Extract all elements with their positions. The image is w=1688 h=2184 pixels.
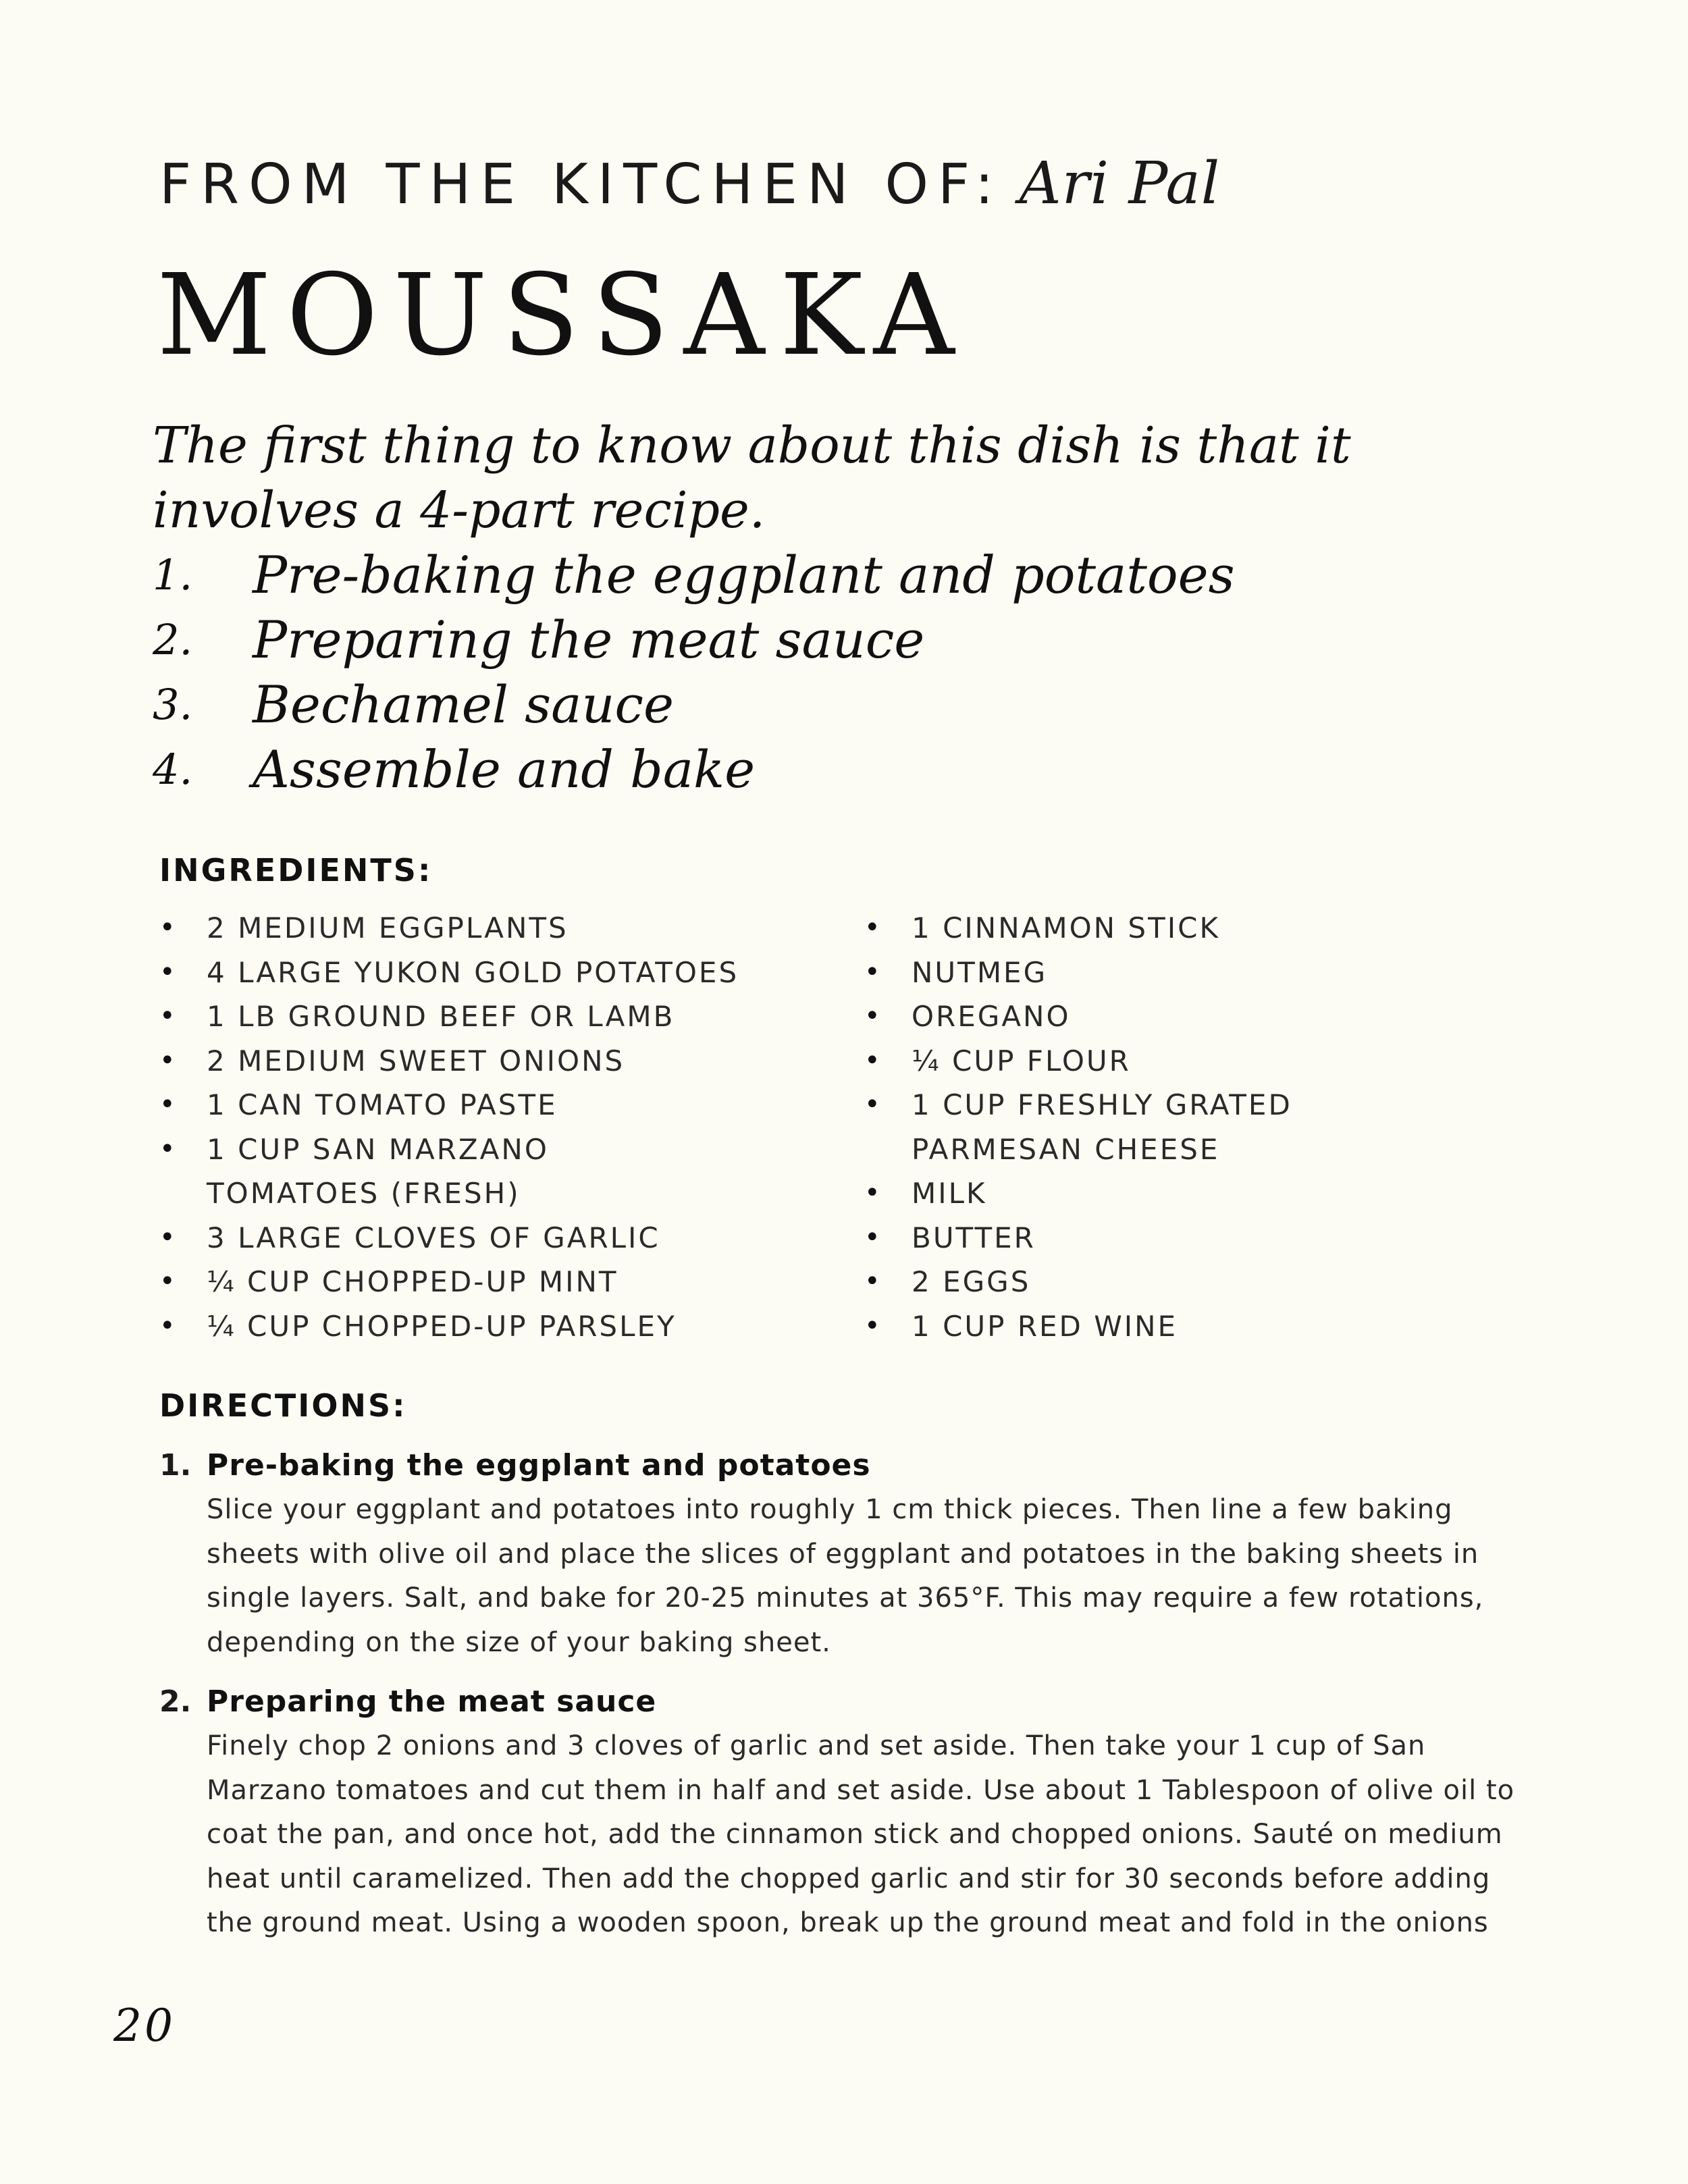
direction-step-title: Pre-baking the eggplant and potatoes: [207, 1448, 871, 1483]
ingredient-text: 2 EGGS: [912, 1265, 1031, 1298]
ingredient-text: OREGANO: [912, 1000, 1071, 1033]
ingredient-item: [864, 1171, 1539, 1216]
bullet-icon: •: [159, 956, 178, 988]
bullet-icon: •: [159, 1133, 178, 1165]
direction-step-text: Slice your eggplant and potatoes into roughly 1 cm thick pieces. Then line a few baking sheets with olive oil and place the slices of eggplant and potatoes in the baking sheets in single layers. Salt, and bake for 20-25 minutes at 365°F. This may require a few rotations, depending on the size of your baking sheet.: [207, 1494, 1484, 1658]
ingredient-item: [159, 1216, 835, 1260]
ingredient-text: ¼ CUP CHOPPED-UP MINT: [207, 1265, 618, 1298]
ingredient-text: 3 LARGE CLOVES OF GARLIC: [207, 1221, 660, 1254]
intro-step-number: 1.: [153, 550, 193, 600]
bullet-icon: •: [159, 1044, 178, 1076]
ingredient-item: [864, 951, 1539, 995]
ingredient-text: 1 CUP FRESHLY GRATED PARMESAN CHEESE: [912, 1088, 1292, 1166]
intro-step: [153, 737, 1571, 802]
bullet-icon: •: [864, 956, 882, 988]
ingredient-item: [159, 1260, 835, 1304]
ingredient-item: [159, 1127, 835, 1216]
ingredient-text: MILK: [912, 1177, 987, 1210]
ingredient-text: 1 LB GROUND BEEF OR LAMB: [207, 1000, 675, 1033]
kitchen-header: [159, 150, 1220, 217]
direction-step-title: Preparing the meat sauce: [207, 1684, 657, 1719]
recipe-intro: [153, 413, 1571, 802]
intro-text: The first thing to know about this dish is that it involves a 4-part recipe.: [153, 417, 1351, 539]
direction-step: [159, 1680, 1537, 1946]
intro-step-text: Preparing the meat sauce: [253, 610, 925, 670]
direction-step-body: [207, 1680, 1537, 1946]
bullet-icon: •: [159, 1001, 178, 1032]
intro-step-list: [153, 543, 1571, 802]
ingredient-item: [159, 951, 835, 995]
ingredient-item: [864, 1083, 1539, 1171]
intro-step: [153, 543, 1571, 608]
ingredient-item: [864, 994, 1539, 1039]
ingredient-text: 2 MEDIUM EGGPLANTS: [207, 911, 569, 944]
directions-heading: DIRECTIONS:: [159, 1387, 407, 1424]
ingredient-text: 1 CUP SAN MARZANO TOMATOES (FRESH): [207, 1132, 549, 1210]
ingredient-item: [159, 1304, 835, 1349]
kitchen-label: FROM THE KITCHEN OF:: [159, 153, 1003, 217]
bullet-icon: •: [864, 1177, 882, 1208]
intro-step: [153, 608, 1571, 672]
bullet-icon: •: [864, 1221, 882, 1253]
intro-step-text: Pre-baking the eggplant and potatoes: [253, 545, 1235, 605]
bullet-icon: •: [159, 912, 178, 943]
direction-step-number: 2.: [159, 1684, 192, 1719]
bullet-icon: •: [864, 1089, 882, 1120]
intro-step-text: Bechamel sauce: [253, 674, 674, 735]
direction-step: [159, 1443, 1537, 1665]
ingredient-text: 4 LARGE YUKON GOLD POTATOES: [207, 955, 739, 989]
ingredient-text: BUTTER: [912, 1221, 1036, 1254]
page-number: 20: [113, 2000, 176, 2052]
ingredient-item: [159, 1083, 835, 1127]
bullet-icon: •: [159, 1310, 178, 1341]
ingredient-text: 1 CUP RED WINE: [912, 1309, 1178, 1343]
ingredient-item: [864, 1216, 1539, 1260]
bullet-icon: •: [159, 1089, 178, 1120]
ingredient-item: [864, 1260, 1539, 1304]
intro-step-number: 3.: [153, 680, 193, 729]
ingredient-text: ¼ CUP FLOUR: [912, 1044, 1131, 1077]
direction-step-text: Finely chop 2 onions and 3 cloves of garlic and set aside. Then take your 1 cup of San Marzano tomatoes and cut them in half and set aside. Use about 1 Tablespoon of olive oil to coat the pan, and once hot, add the cinnamon stick and chopped onions. Sauté on medium heat until caramelized. Then add the chopped garlic and stir for 30 seconds before adding the ground meat. Using a wooden spoon, break up the ground meat and fold in the onions: [207, 1730, 1515, 1938]
directions-list: [159, 1443, 1537, 1961]
bullet-icon: •: [864, 1001, 882, 1032]
intro-step: [153, 672, 1571, 737]
ingredient-text: 2 MEDIUM SWEET ONIONS: [207, 1044, 625, 1077]
ingredient-text: NUTMEG: [912, 955, 1048, 989]
intro-step-text: Assemble and bake: [253, 739, 756, 799]
ingredient-item: [159, 906, 835, 951]
direction-step-body: [207, 1443, 1537, 1665]
ingredient-item: [864, 906, 1539, 951]
intro-step-number: 4.: [153, 745, 193, 794]
ingredients-list-right: [864, 906, 1539, 1348]
direction-step-number: 1.: [159, 1448, 192, 1483]
bullet-icon: •: [864, 912, 882, 943]
ingredient-item: [864, 1304, 1539, 1349]
ingredient-text: 1 CAN TOMATO PASTE: [207, 1088, 558, 1121]
ingredients-heading: INGREDIENTS:: [159, 852, 433, 888]
ingredient-item: [864, 1039, 1539, 1084]
ingredient-text: ¼ CUP CHOPPED-UP PARSLEY: [207, 1309, 677, 1343]
bullet-icon: •: [159, 1221, 178, 1253]
bullet-icon: •: [864, 1266, 882, 1297]
ingredient-text: 1 CINNAMON STICK: [912, 911, 1220, 944]
bullet-icon: •: [864, 1310, 882, 1341]
kitchen-name: Ari Pal: [1019, 150, 1221, 217]
ingredient-item: [159, 994, 835, 1039]
ingredients-list-left: [159, 906, 835, 1348]
bullet-icon: •: [864, 1044, 882, 1076]
ingredient-item: [159, 1039, 835, 1084]
intro-step-number: 2.: [153, 615, 193, 664]
recipe-title: MOUSSAKA: [157, 250, 970, 381]
bullet-icon: •: [159, 1266, 178, 1297]
